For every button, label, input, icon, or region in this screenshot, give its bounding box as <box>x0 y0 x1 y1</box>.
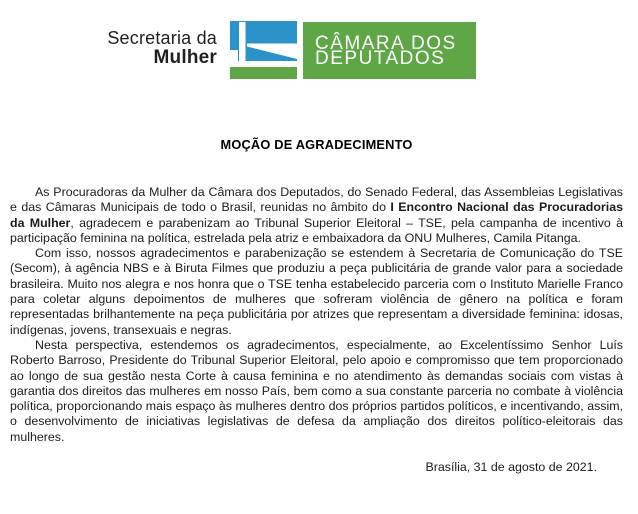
dateline: Brasília, 31 de agosto de 2021. <box>425 460 597 475</box>
camara-wordmark-line2: DEPUTADOS <box>315 47 446 69</box>
document-paragraph <box>10 338 623 445</box>
camara-wordmark <box>303 22 476 79</box>
document-content <box>0 79 638 474</box>
document-paragraph <box>10 185 623 246</box>
document-body <box>10 185 623 445</box>
paragraph-segment: , agradecem e parabenizam ao Tribunal Superior Eleitoral – TSE, pela campanha de incentivo à participação feminina na política, estrelada pela atriz e embaixadora da ONU Mulheres, Camila Pitanga. <box>10 215 623 245</box>
org-name-line2: Mulher <box>153 47 217 68</box>
paragraph-segment-bold: I Encontro Nacional das Procuradorias da Mulher <box>10 200 623 230</box>
camara-building-icon <box>230 21 297 79</box>
org-name <box>85 29 217 67</box>
paragraph-segment: Nesta perspectiva, estendemos os agradecimentos, especialmente, ao Excelentíssimo Senhor Luís Roberto Barroso, Presidente do Tribunal Superior Eleitoral, pelo apoio e compromisso que tem proporcionado ao longo de sua gestão nesta Corte à causa feminina e no atendimento às demandas sociais com vistas à garantia dos direitos das mulheres em nosso País, bem como a sua constante parceria no combate à violência política, proporcionando mais espaço às mulheres dentro dos próprios partidos políticos, e incentivando, assim, o desenvolvimento de iniciativas legislativas de defesa da ampliação dos direitos político-eleitorais das mulheres. <box>10 337 623 444</box>
document-title: MOÇÃO DE AGRADECIMENTO <box>220 137 413 152</box>
paragraph-segment: As Procuradoras da Mulher da Câmara dos Deputados, do Senado Federal, das Assembleias Legislativas e das Câmaras Municipais de todo o Brasil, reunidas no âmbito do <box>10 185 623 215</box>
document-paragraph <box>10 246 623 338</box>
camara-wordmark-line1: CÂMARA DOS <box>315 32 457 54</box>
org-name-line1: Secretaria da <box>107 28 217 48</box>
letterhead <box>85 21 476 79</box>
paragraph-segment: Com isso, nossos agradecimentos e parabenização se estendem à Secretaria de Comunicação do TSE (Secom), à agência NBS e à Biruta Filmes que produziu a peça publicitária de grande valor para a sociedade brasileira. Muito nos alegra e nos honra que o TSE tenha estabelecido parceria com o Instituto Marielle Franco para coletar alguns depoimentos de mulheres que sofreram violência de gênero na política e foram representadas brilhantemente na peça publicitária por atrizes que representam a diversidade feminina: idosas, indígenas, jovens, transexuais e negras. <box>10 246 623 337</box>
